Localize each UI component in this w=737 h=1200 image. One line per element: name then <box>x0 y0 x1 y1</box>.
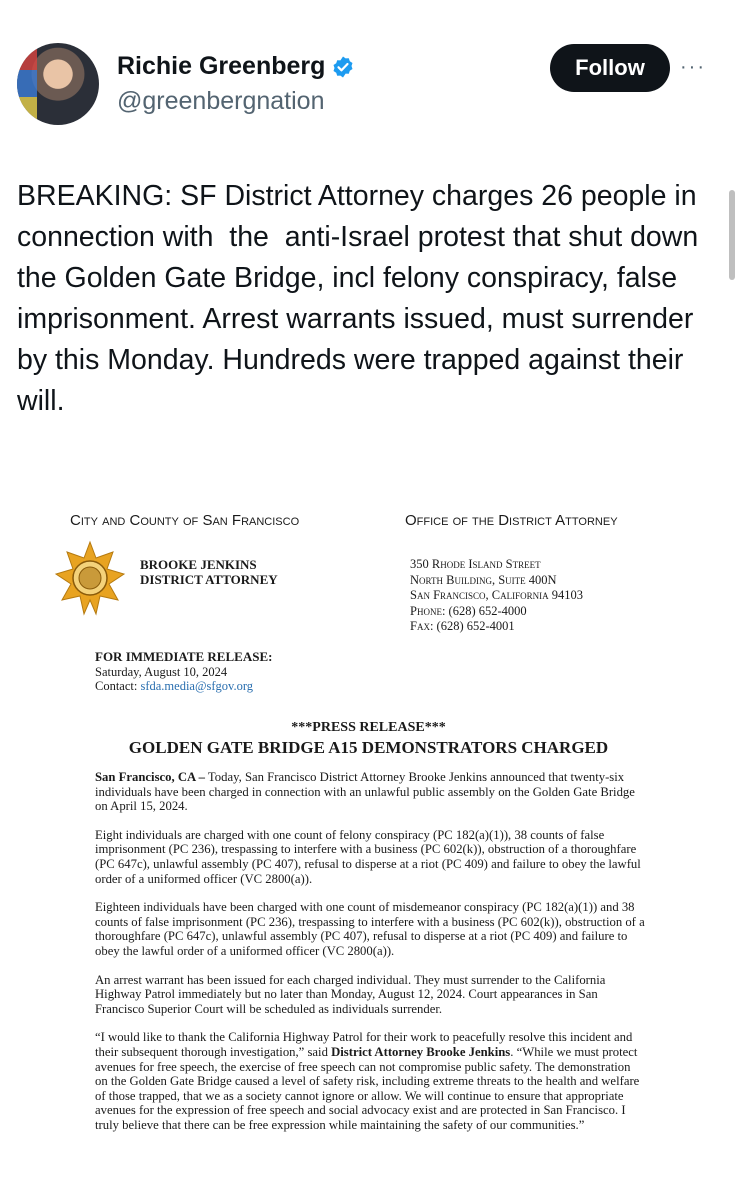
da-title: DISTRICT ATTORNEY <box>140 572 278 587</box>
district-attorney-block <box>140 557 278 587</box>
follow-button[interactable]: Follow <box>550 44 670 92</box>
author-handle[interactable]: @greenbergnation <box>117 87 325 115</box>
tweet-text: BREAKING: SF District Attorney charges 26 people in connection with the anti-Israel protest that shut down the Golden Gate Bridge, incl felony conspiracy, false imprisonment. Arrest warrants issued, must surrender by this Monday. Hundreds were trapped against their will. <box>17 180 707 417</box>
press-release-body <box>95 770 645 1146</box>
scrollbar[interactable] <box>729 190 735 280</box>
paragraph: Eighteen individuals have been charged with one count of misdemeanor conspiracy (PC 182(a)(1)) and 38 counts of false imprisonment (PC 236), trespassing to interfere with a business (PC 602(k)), obstruction of a thoroughfare (PC 647c), unlawful assembly (PC 407), refusal to disperse at a riot (PC 409) and failure to obey the lawful order of a uniformed officer (VC 2800(a)). <box>95 900 645 958</box>
press-release-label: ***PRESS RELEASE*** <box>291 720 446 735</box>
headline: GOLDEN GATE BRIDGE A15 DEMONSTRATORS CHARGED <box>128 738 609 757</box>
release-date: Saturday, August 10, 2024 <box>95 664 228 679</box>
paragraph: Eight individuals are charged with one count of felony conspiracy (PC 182(a)(1)), 38 counts of false imprisonment (PC 236), trespassing to interfere with a business (PC 602(k)), obstruction of a thoroughfare (PC 647c), unlawful assembly (PC 407), refusal to disperse at a riot (PC 409) and failure to obey the lawful order of a uniformed officer (VC 2800(a)). <box>95 827 641 886</box>
quote-text: . “While we must protect avenues for free speech, the exercise of free speech can not compromise public safety. The demonstration on the Golden Gate Bridge caused a level of safety risk, including extreme threats to the health and welfare of those trapped, that we as a society cannot ignore or allow. We will continue to ensure that appropriate avenues for the expression of free speech and social advocacy exist and are protected in San Francisco. I truly believe that there can be free expression while maintaining the safety of our communities.” <box>95 1044 640 1132</box>
dateline: San Francisco, CA – <box>95 770 205 784</box>
press-release-image[interactable] <box>0 480 737 1200</box>
office-heading: Office of the District Attorney <box>405 512 618 529</box>
address-line: North Building, Suite 400N <box>410 572 557 587</box>
avatar-background <box>17 43 37 125</box>
release-label: FOR IMMEDIATE RELEASE: <box>95 649 273 664</box>
more-options-icon[interactable]: ··· <box>680 56 706 78</box>
city-heading: City and County of San Francisco <box>70 512 300 529</box>
paragraph-lead <box>95 770 645 814</box>
contact-label: Contact: <box>95 679 141 693</box>
lead-text: Today, San Francisco District Attorney Brooke Jenkins announced that twenty-six individuals have been charged in connection with an unlawful public assembly on the Golden Gate Bridge on April 15, 2024. <box>95 770 635 814</box>
author-name[interactable]: Richie Greenberg <box>117 52 326 80</box>
paragraph-quote <box>95 1030 645 1132</box>
release-info <box>95 650 272 694</box>
avatar[interactable] <box>17 43 99 125</box>
fax-line: Fax: (628) 652-4001 <box>410 619 515 633</box>
press-release-title <box>0 720 737 758</box>
verified-badge-icon <box>331 55 355 79</box>
quote-speaker: District Attorney Brooke Jenkins <box>331 1044 511 1059</box>
quote-text: “I would like to thank the California Highway Patrol for their work to peacefully resolve this incident and their subsequent thorough investigation,” said <box>95 1030 633 1059</box>
phone-line: Phone: (628) 652-4000 <box>410 603 527 618</box>
sfda-seal-icon <box>52 540 128 616</box>
contact-email-link[interactable]: sfda.media@sfgov.org <box>140 679 254 693</box>
tweet-header <box>0 0 737 150</box>
author-name-row[interactable] <box>117 52 355 81</box>
office-address <box>410 557 583 635</box>
paragraph: An arrest warrant has been issued for each charged individual. They must surrender to the California Highway Patrol immediately but no later than Monday, August 12, 2024. Court appearances in San Francisco Superior Court will be scheduled as individuals surrender. <box>95 972 606 1016</box>
address-line: 350 Rhode Island Street <box>410 557 541 571</box>
da-name: BROOKE JENKINS <box>140 557 257 572</box>
address-line: San Francisco, California 94103 <box>410 588 583 602</box>
